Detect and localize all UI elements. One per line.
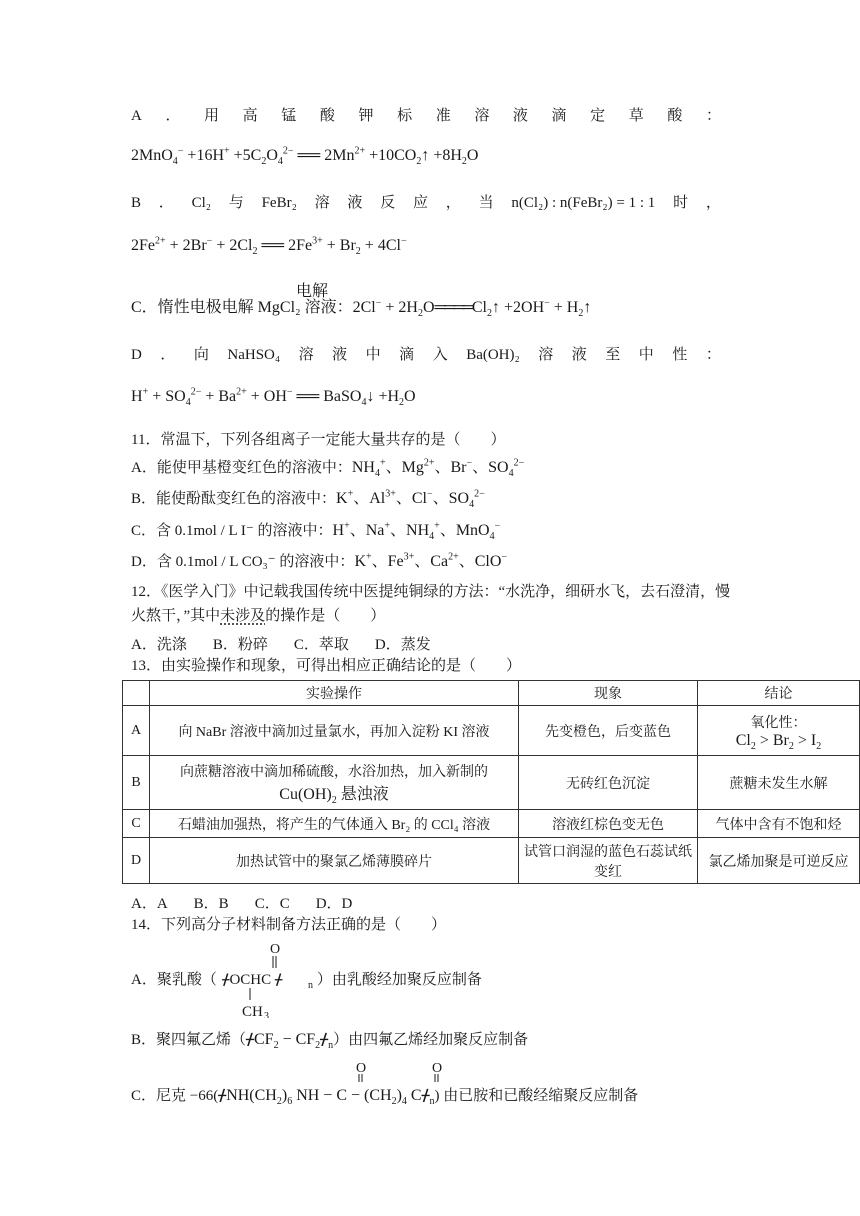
q10-option-d-label: D ． 向 NaHSO₄ 溶 液 中 滴 入 Ba(OH)₂ 溶 液 至 中 性 ：	[131, 347, 721, 363]
q13-option-d[interactable]: D．D	[315, 896, 353, 912]
table-row: A 向 NaBr 溶液中滴加过量氯水，再加入淀粉 KI 溶液 先变橙色，后变蓝色 氧化性： $Cl_2 > Br_2 > I_2$	[123, 706, 860, 756]
table-row: B 向蔗糖溶液中滴加稀硫酸，水浴加热，加入新制的 $Cu(OH)_2$ 悬浊液 无砖红色沉淀 蔗糖未发生水解	[123, 756, 860, 810]
table-header-row	[123, 681, 860, 706]
q13-stem: 13．由实验操作和现象，可得出相应正确结论的是（ ）	[131, 658, 522, 674]
svg-text:O: O	[270, 942, 281, 957]
svg-text:O: O	[356, 1061, 367, 1076]
q11-stem: 11．常温下，下列各组离子一定能大量共存的是（ ）	[131, 432, 506, 448]
svg-text:n: n	[308, 980, 313, 991]
polylactic-acid-structure	[222, 938, 322, 1018]
q11-option-c: C．含 0.1mol / L I⁻ 的溶液中：H+、Na+、$NH_4^+$、MnO$_4$−	[131, 520, 501, 543]
q10-option-a-equation: $2MnO_4^- +16H^+ +5C_2O_4^{2-}$ ══ $2Mn^{2+}$ $+10CO_2↑ +8H_2O$	[131, 145, 479, 168]
nylon-carbonyl-marks	[350, 1058, 470, 1082]
q11-option-b: B．能使酚酞变红色的溶液中：K+、$Al^{3+}$、Cl−、$SO_4^{2-}$	[131, 488, 485, 511]
q10-option-a-label: A ． 用 高 锰 酸 钾 标 准 溶 液 滴 定 草 酸 ：	[131, 108, 721, 124]
q12-emphasis: 未涉及	[220, 608, 266, 624]
header-conclusion: 结论	[698, 681, 860, 706]
q10-option-c: C．惰性电极电解 MgCl₂ 溶液：$2Cl^- + 2H_2O════Cl_2↑ +2OH^-$ + $H_2↑$	[131, 297, 592, 320]
svg-text:CH: CH	[242, 1004, 263, 1018]
q12-option-c[interactable]: C．萃取	[293, 637, 349, 653]
q12-option-b[interactable]: B．粉碎	[212, 637, 268, 653]
q12-option-d[interactable]: D．蒸发	[374, 637, 431, 653]
table-row: D 加热试管中的聚氯乙烯薄膜碎片 试管口润湿的蓝色石蕊试纸变红 氯乙烯加聚是可逆反应	[123, 838, 860, 884]
table-row: C 石蜡油加强热，将产生的气体通入 Br₂ 的 CCl₄ 溶液 溶液红棕色变无色 气体中含有不饱和烃	[123, 810, 860, 838]
q11-option-d: D．含 0.1mol / L CO₃⁻ 的溶液中：K+、$Fe^{3+}$、$Ca^{2+}$、ClO−	[131, 551, 508, 570]
q14-option-b: B．聚四氟乙烯（ᚋCF$_2$ − $CF_2ᚋ_n$）由四氟乙烯经加聚反应制备	[131, 1031, 529, 1052]
q14-option-c: C．尼克 $-66(ᚋNH(CH_2)_6$ NH − $C - (CH_2)_4$ Cᚋ$_n$) 由已胺和已酸经缩聚反应制备	[131, 1087, 639, 1108]
q13-option-a[interactable]: A．A	[131, 896, 168, 912]
q11-option-a: A．能使甲基橙变红色的溶液中：$NH_4^+$、$Mg^{2+}$、Br−、$SO_4^{2-}$	[131, 457, 525, 480]
q10-option-c-electrolysis-label: 电解	[296, 283, 329, 300]
header-operation: 实验操作	[150, 681, 519, 706]
q12-stem-line-2: 火熬干，”其中未涉及的操作是（ ）	[131, 608, 386, 624]
q13-options	[131, 892, 378, 913]
q12-stem-line-1: 12．《医学入门》中记载我国传统中医提纯铜绿的方法：“水洗净，细研水飞，去石澄清，慢	[131, 584, 731, 600]
q13-option-c[interactable]: C．C	[254, 896, 290, 912]
q10-option-b-label: B ． Cl₂ 与 FeBr₂ 溶 液 反 应 ， 当 n(Cl₂) : n(FeBr₂) = 1 : 1 时 ，	[131, 195, 721, 211]
header-phenomenon: 现象	[519, 681, 698, 706]
q13-table	[122, 680, 860, 884]
svg-text:O: O	[432, 1061, 443, 1076]
q14-stem: 14．下列高分子材料制备方法正确的是（ ）	[131, 917, 447, 933]
q14-option-a: A．聚乳酸（ ）由乳酸经加聚反应制备	[131, 972, 482, 988]
q12-options	[131, 633, 457, 654]
svg-text:ᚋOCHC ᚋ: ᚋOCHC ᚋ	[222, 972, 283, 988]
q12-option-a[interactable]: A．洗涤	[131, 637, 187, 653]
q10-option-b-equation: $2Fe^{2+} + 2Br^- + 2Cl_2$ ══ $2Fe^{3+} + Br_2 + 4Cl^-$	[131, 235, 407, 258]
q10-option-d-equation: $H^+ + SO_4^{2-} + Ba^{2+} + OH^-$ ══ BaSO$_4$↓ $+H_2O$	[131, 386, 416, 409]
svg-text:3: 3	[264, 1011, 269, 1018]
q13-option-b[interactable]: B．B	[193, 896, 229, 912]
